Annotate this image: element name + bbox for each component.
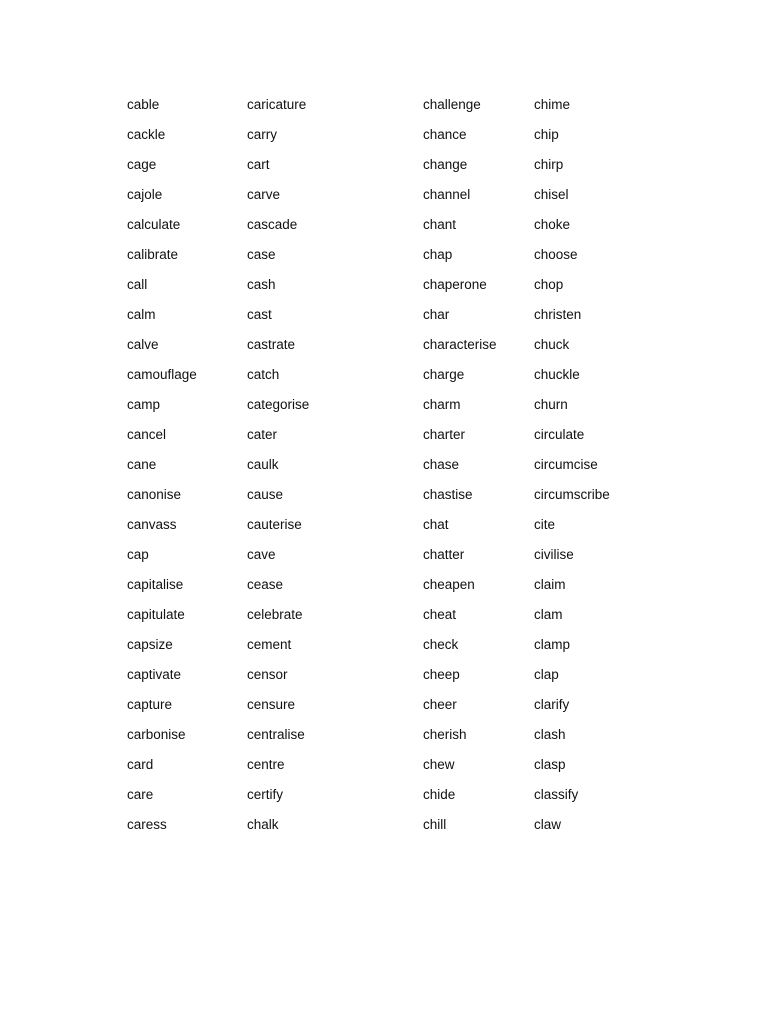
word-column-3 <box>423 95 497 845</box>
word-item: chop <box>534 277 564 292</box>
word-item: clarify <box>534 697 570 712</box>
word-item: chisel <box>534 187 569 202</box>
word-item: char <box>423 307 450 322</box>
word-column-2 <box>247 95 309 845</box>
word-item: challenge <box>423 97 481 112</box>
word-item: chastise <box>423 487 473 502</box>
word-item: cap <box>127 547 149 562</box>
word-item: calibrate <box>127 247 179 262</box>
word-item: certify <box>247 787 284 802</box>
word-item: cave <box>247 547 276 562</box>
word-item: cancel <box>127 427 167 442</box>
word-item: cage <box>127 157 157 172</box>
word-item: call <box>127 277 148 292</box>
word-item: cane <box>127 457 157 472</box>
word-item: chant <box>423 217 457 232</box>
word-item: channel <box>423 187 471 202</box>
word-item: civilise <box>534 547 574 562</box>
word-item: cable <box>127 97 160 112</box>
word-item: caulk <box>247 457 279 472</box>
word-item: cater <box>247 427 278 442</box>
word-item: calm <box>127 307 156 322</box>
word-item: camp <box>127 397 161 412</box>
word-item: charter <box>423 427 466 442</box>
word-item: centralise <box>247 727 305 742</box>
word-item: cheat <box>423 607 457 622</box>
word-item: caricature <box>247 97 307 112</box>
word-item: charm <box>423 397 461 412</box>
word-item: cease <box>247 577 284 592</box>
word-item: caress <box>127 817 167 832</box>
word-item: choose <box>534 247 578 262</box>
word-item: clam <box>534 607 563 622</box>
word-item: circumscribe <box>534 487 610 502</box>
word-item: claw <box>534 817 562 832</box>
word-item: characterise <box>423 337 497 352</box>
word-item: card <box>127 757 154 772</box>
word-item: calve <box>127 337 159 352</box>
word-item: cart <box>247 157 270 172</box>
word-item: cheapen <box>423 577 475 592</box>
word-item: capitalise <box>127 577 184 592</box>
word-item: capture <box>127 697 173 712</box>
word-item: chide <box>423 787 456 802</box>
word-item: canonise <box>127 487 182 502</box>
word-item: castrate <box>247 337 296 352</box>
word-item: celebrate <box>247 607 303 622</box>
word-item: calculate <box>127 217 181 232</box>
word-item: capitulate <box>127 607 185 622</box>
word-item: categorise <box>247 397 310 412</box>
word-item: chap <box>423 247 453 262</box>
word-item: chaperone <box>423 277 487 292</box>
word-item: check <box>423 637 459 652</box>
word-item: chase <box>423 457 460 472</box>
word-item: circumcise <box>534 457 598 472</box>
word-item: cash <box>247 277 276 292</box>
word-item: camouflage <box>127 367 197 382</box>
word-item: captivate <box>127 667 182 682</box>
word-item: carry <box>247 127 277 142</box>
word-item: chuck <box>534 337 570 352</box>
word-item: cause <box>247 487 284 502</box>
word-item: clasp <box>534 757 566 772</box>
word-column-4 <box>534 95 610 845</box>
word-item: christen <box>534 307 582 322</box>
word-item: cascade <box>247 217 298 232</box>
word-item: censor <box>247 667 288 682</box>
word-item: capsize <box>127 637 173 652</box>
word-item: chirp <box>534 157 564 172</box>
word-item: cheer <box>423 697 457 712</box>
word-item: churn <box>534 397 568 412</box>
word-item: care <box>127 787 154 802</box>
word-item: clap <box>534 667 559 682</box>
word-item: case <box>247 247 276 262</box>
word-item: cheep <box>423 667 460 682</box>
word-item: cast <box>247 307 272 322</box>
word-item: chat <box>423 517 449 532</box>
word-item: classify <box>534 787 579 802</box>
word-item: chill <box>423 817 447 832</box>
word-item: claim <box>534 577 566 592</box>
word-item: cauterise <box>247 517 302 532</box>
word-item: cajole <box>127 187 163 202</box>
word-item: clash <box>534 727 566 742</box>
word-column-1 <box>127 95 197 845</box>
word-item: choke <box>534 217 571 232</box>
word-item: chatter <box>423 547 465 562</box>
word-item: cement <box>247 637 292 652</box>
word-item: cite <box>534 517 556 532</box>
word-item: canvass <box>127 517 177 532</box>
word-item: centre <box>247 757 285 772</box>
word-item: carbonise <box>127 727 186 742</box>
word-item: chime <box>534 97 571 112</box>
word-item: cherish <box>423 727 467 742</box>
word-item: carve <box>247 187 281 202</box>
word-item: charge <box>423 367 465 382</box>
word-item: catch <box>247 367 280 382</box>
word-item: censure <box>247 697 296 712</box>
word-item: chew <box>423 757 455 772</box>
word-item: chuckle <box>534 367 580 382</box>
word-item: chip <box>534 127 559 142</box>
word-item: chalk <box>247 817 279 832</box>
word-item: clamp <box>534 637 571 652</box>
word-item: cackle <box>127 127 166 142</box>
word-item: circulate <box>534 427 585 442</box>
word-item: chance <box>423 127 467 142</box>
word-item: change <box>423 157 468 172</box>
